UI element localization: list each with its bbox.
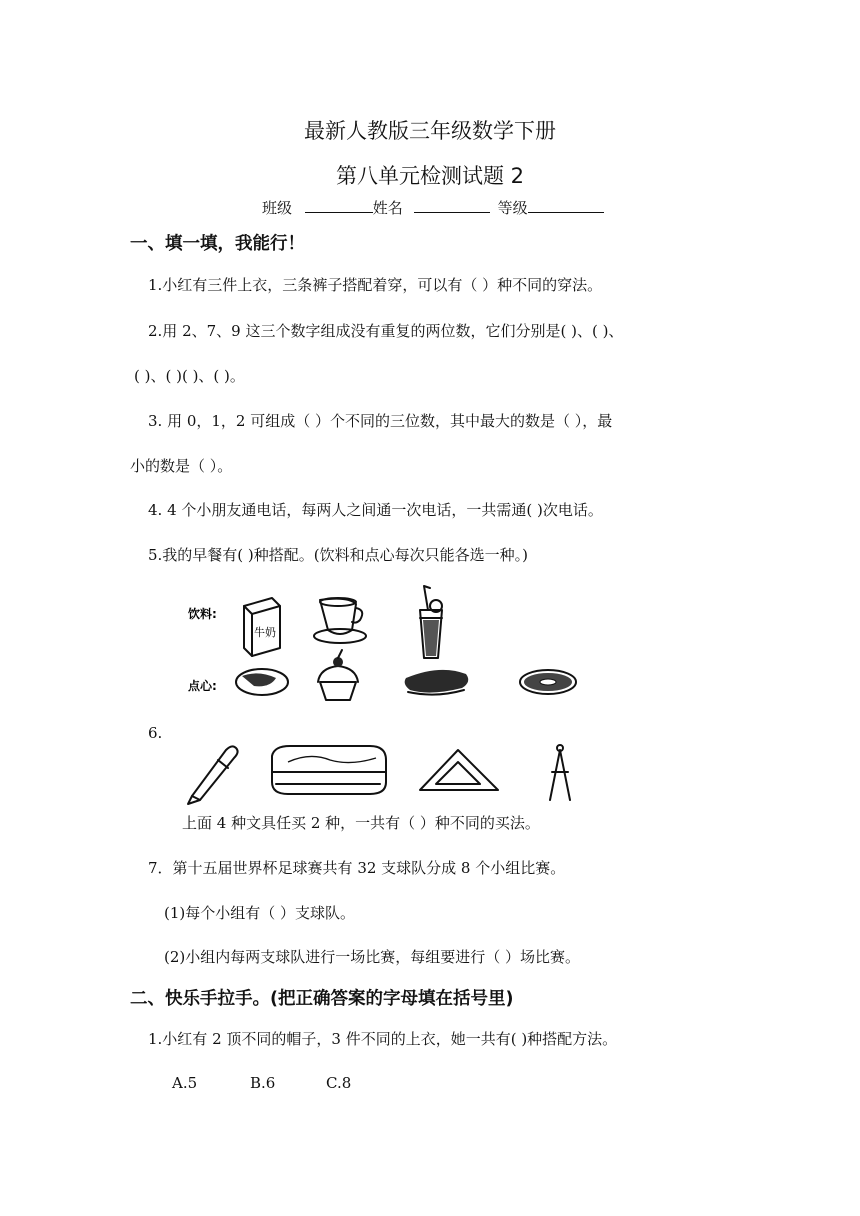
snacks-label: 点心: <box>188 679 217 693</box>
question-1-7-part2: (2)小组内每两支球队进行一场比赛，每组要进行（ ）场比赛。 <box>164 948 581 966</box>
question-1-7: 7．第十五届世界杯足球赛共有 32 支球队分成 8 个小组比赛。 <box>148 859 566 877</box>
juice-glass-icon <box>420 586 442 658</box>
drinks-label: 饮料: <box>188 607 217 621</box>
question-1-4: 4. 4 个小朋友通电话，每两人之间通一次电话，一共需通( )次电话。 <box>148 501 603 519</box>
name-blank[interactable] <box>414 196 490 213</box>
section-1-heading: 一、填一填，我能行！ <box>130 234 305 254</box>
option-a: A.5 <box>172 1074 198 1092</box>
question-1-7-part1: (1)每个小组有（ ）支球队。 <box>164 904 356 922</box>
question-1-5: 5.我的早餐有( )种搭配。(饮料和点心每次只能各选一种。) <box>148 546 528 564</box>
question-1-1: 1.小红有三件上衣，三条裤子搭配着穿，可以有（ ）种不同的穿法。 <box>148 276 603 294</box>
grade-blank[interactable] <box>528 196 604 213</box>
student-info-line <box>262 196 604 218</box>
cupcake-icon <box>318 650 358 700</box>
question-1-6: 上面 4 种文具任买 2 种，一共有（ ）种不同的买法。 <box>182 814 540 832</box>
section-2-heading: 二、快乐手拉手。(把正确答案的字母填在括号里) <box>130 989 514 1009</box>
question-1-3-line2: 小的数是（ ）。 <box>130 457 233 475</box>
question-1-2-line1: 2.用 2、7、9 这三个数字组成没有重复的两位数，它们分别是( )、( )、 <box>148 322 624 340</box>
option-b: B.6 <box>250 1074 276 1092</box>
milk-carton-text: 牛奶 <box>254 626 276 639</box>
pencil-case-icon <box>272 746 386 794</box>
grade-label: 等级 <box>497 199 528 217</box>
question-1-2-line2: ( )、( )( )、( )。 <box>134 367 245 385</box>
question-1-6-number: 6. <box>148 724 163 742</box>
milk-carton-icon <box>244 598 280 656</box>
document-title: 最新人教版三年级数学下册 <box>304 119 556 143</box>
fried-dough-icon <box>405 670 469 695</box>
set-square-icon <box>420 750 498 790</box>
question-1-3-line1: 3. 用 0，1，2 可组成（ ）个不同的三位数，其中最大的数是（ ），最 <box>148 412 613 430</box>
stationery-illustration <box>180 738 600 808</box>
name-label: 姓名 <box>372 199 403 217</box>
class-blank[interactable] <box>305 196 373 213</box>
question-2-1: 1.小红有 2 顶不同的帽子，3 件不同的上衣，她一共有( )种搭配方法。 <box>148 1030 618 1048</box>
option-c: C.8 <box>326 1074 352 1092</box>
breakfast-illustration <box>180 578 600 728</box>
compass-icon <box>550 745 570 800</box>
document-subtitle: 第八单元检测试题 2 <box>335 164 525 188</box>
pen-icon <box>188 746 238 804</box>
class-label: 班级 <box>262 199 293 217</box>
bread-roll-icon <box>236 669 288 695</box>
coffee-cup-icon <box>314 598 366 643</box>
donut-icon <box>520 670 576 694</box>
